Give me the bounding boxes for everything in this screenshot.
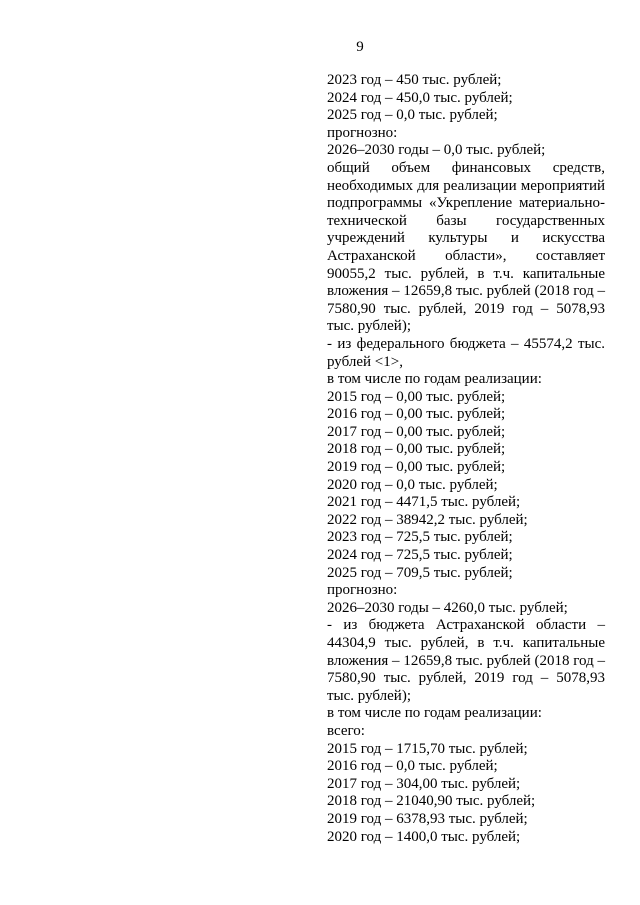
funding-line: 2025 год – 0,0 тыс. рублей;	[327, 107, 498, 124]
federal-year-line: 2024 год – 725,5 тыс. рублей;	[327, 547, 513, 564]
years-heading: в том числе по годам реализации:	[327, 705, 542, 722]
regional-budget-paragraph: - из бюджета Астраханской области – 44304,9 тыс. рублей, в т.ч. капитальные вложения – 12659,8 тыс. рублей (2018 год – 7580,90 тыс. рублей, 2019 год – 5078,93 тыс. рублей);	[327, 617, 605, 704]
federal-year-line: 2022 год – 38942,2 тыс. рублей;	[327, 511, 528, 528]
page-number: 9	[356, 39, 364, 55]
regional-year-line: 2017 год – 304,00 тыс. рублей;	[327, 775, 521, 792]
federal-year-line: 2019 год – 0,00 тыс. рублей;	[327, 459, 506, 476]
federal-budget-paragraph: - из федерального бюджета – 45574,2 тыс. рублей <1>,	[327, 335, 605, 370]
regional-year-line: 2020 год – 1400,0 тыс. рублей;	[327, 828, 521, 845]
years-heading: в том числе по годам реализации:	[327, 371, 542, 388]
regional-year-line: 2016 год – 0,0 тыс. рублей;	[327, 758, 498, 775]
federal-year-line: 2021 год – 4471,5 тыс. рублей;	[327, 494, 521, 511]
federal-year-line: 2023 год – 725,5 тыс. рублей;	[327, 529, 513, 546]
regional-year-line: 2019 год – 6378,93 тыс. рублей;	[327, 810, 528, 827]
funding-line: 2023 год – 450 тыс. рублей;	[327, 72, 502, 88]
forecast-label: прогнозно:	[327, 124, 398, 141]
forecast-label: прогнозно:	[327, 582, 398, 599]
forecast-line: 2026–2030 годы – 0,0 тыс. рублей;	[327, 142, 546, 159]
federal-year-line: 2017 год – 0,00 тыс. рублей;	[327, 423, 506, 440]
federal-year-line: 2015 год – 0,00 тыс. рублей;	[327, 388, 506, 405]
regional-year-line: 2018 год – 21040,90 тыс. рублей;	[327, 793, 536, 810]
funding-line: 2024 год – 450,0 тыс. рублей;	[327, 89, 513, 106]
total-funding-paragraph: общий объем финансовых средств, необходимых для реализации мероприятий подпрограммы «Укрепление материально-технической базы государственных учреждений культуры и искусства Астраханской области», составляет 90055,2 тыс. рублей, в т.ч. капитальные вложения – 12659,8 тыс. рублей (2018 год – 7580,90 тыс. рублей, 2019 год – 5078,93 тыс. рублей);	[327, 159, 605, 335]
total-label: всего:	[327, 722, 365, 739]
federal-year-line: 2016 год – 0,00 тыс. рублей;	[327, 406, 506, 423]
federal-year-line: 2025 год – 709,5 тыс. рублей;	[327, 564, 513, 581]
regional-year-line: 2015 год – 1715,70 тыс. рублей;	[327, 740, 528, 757]
text-column	[327, 72, 605, 846]
federal-year-line: 2020 год – 0,0 тыс. рублей;	[327, 476, 498, 493]
federal-year-line: 2018 год – 0,00 тыс. рублей;	[327, 441, 506, 458]
federal-forecast-line: 2026–2030 годы – 4260,0 тыс. рублей;	[327, 599, 568, 616]
